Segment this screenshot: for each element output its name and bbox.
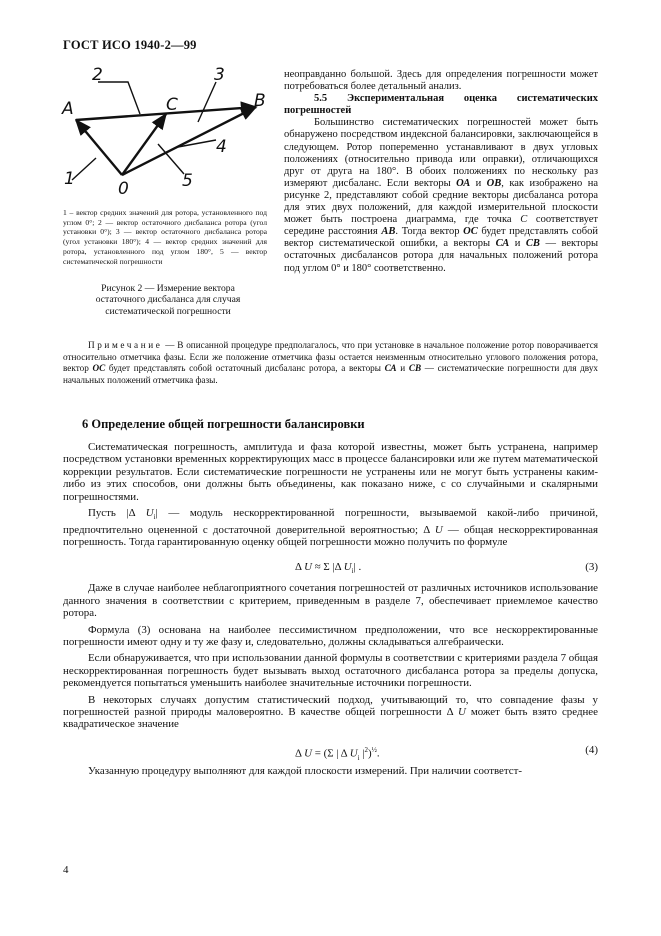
page-number: 4: [63, 864, 69, 876]
callout-5-label: 5: [182, 171, 193, 191]
vector-ob-ref: ОВ: [486, 177, 502, 189]
right-column: [284, 69, 598, 275]
right-column-paragraph-1: неоправданно большой. Здесь для определения погрешности может потребоваться более детальный анализ.: [284, 69, 598, 93]
point-o-label: 0: [118, 179, 129, 199]
section-title: 6 Определение общей погрешности балансировки: [82, 417, 365, 431]
note-vector-oc: ОС: [92, 363, 106, 373]
vector-diagram: [58, 62, 278, 202]
callout-3-leader: [198, 82, 216, 122]
body-paragraph-1: Систематическая погрешность, амплитуда и фаза которой известны, может быть устранена, например посредством установки временных корректирующих масс в процессе балансировки или же путем математической коррекции результатов. Если систематические погрешности не устранены или не могут быть устранены каким-либо из этих способов, они должны быть объединены, как показано ниже, с со случайными и скалярными погрешностями.: [63, 441, 598, 503]
point-a-label: A: [62, 99, 74, 119]
note-vector-cb: СВ: [408, 363, 422, 373]
callout-2-label: 2: [92, 65, 103, 85]
formula-3: [63, 552, 598, 582]
formula-3-number: (3): [585, 561, 598, 574]
note-block: Примечание — В описанной процедуре предполагалось, что при установке в начальное положение ротор поворачивается относительно отметчика фазы. Если же положение отметчика фазы остается неизменным относительно углового положения ротора, вектор ОС будет представлять собой остаточный дисбаланс ротора, а векторы СА и СВ — систематические погрешности для двух начальных положений отметчика фазы.: [63, 340, 599, 385]
document-header: ГОСТ ИСО 1940-2—99: [63, 38, 197, 52]
formula-4: [63, 735, 598, 765]
formula-4-number: (4): [585, 743, 598, 756]
segment-ab-ref: AB: [381, 226, 396, 238]
callout-1-leader: [72, 158, 96, 180]
point-b-label: B: [254, 91, 266, 111]
body-paragraph-4: Формула (3) основана на наиболее пессимистичном предположении, что все нескорректированные погрешности имеют одну и ту же фазу и, следовательно, должны складываться алгебраически.: [63, 623, 598, 649]
point-c-ref: С: [520, 214, 528, 226]
callout-2-leader: [98, 82, 140, 114]
callout-4-label: 4: [216, 137, 227, 157]
point-c-label: C: [166, 95, 178, 115]
vector-oc-line: [122, 114, 166, 175]
figure-caption-line2: остаточного дисбаланса для случая: [95, 294, 241, 306]
figure-caption-line1: Рисунок 2 — Измерение вектора: [101, 283, 235, 294]
callout-3-label: 3: [214, 65, 225, 85]
body-paragraph-6: В некоторых случаях допустим статистический подход, учитывающий то, что совпадение фазы у погрешностей разной природы маловероятно. В качестве общей погрешности Δ U может быть взято среднее квадратическое значение: [63, 693, 598, 731]
note-label: Примечание: [88, 340, 163, 350]
body-paragraph-7: Указанную процедуру выполняют для каждой плоскости измерений. При наличии соответст-: [88, 764, 522, 777]
section-body: [63, 441, 598, 781]
vector-ob-line: [122, 107, 256, 175]
body-paragraph-2: Пусть |Δ $U_i|$ — модуль нескорректированной погрешности, вызываемой какой-либо причиной, предпочтительно оцененной с достаточной доверительной вероятностью; Δ U — общая нескорректированная погрешность. Тогда гарантированную оценку общей погрешности можно получить по формуле: [63, 507, 599, 549]
figure-legend: 1 – вектор средних значений для ротора, установленного под углом 0°; 2 — вектор остаточного дисбаланса ротора (угол установки 0°); 3 — вектор остаточного дисбаланса ротора (угол установки 180°); 4 — вектор средних значений для ротора, установленного под углом 180°, 5 — вектор систематической погрешности: [63, 208, 267, 266]
body-paragraph-3: Даже в случае наиболее неблагоприятного сочетания погрешностей от различных источников использование данного значения в соответствии с критерием, приведенным в разделе 7, обеспечивает приемлемое качество ротора.: [63, 582, 598, 620]
vector-oa-line: [76, 120, 122, 175]
subsection-title: 5.5 Экспериментальная оценка систематических погрешностей: [284, 93, 598, 117]
figure-caption-line3: систематической погрешности: [105, 305, 231, 317]
callout-5-leader: [158, 144, 184, 174]
vector-oa-ref: ОА: [456, 177, 471, 189]
note-vector-ca: СА: [384, 363, 397, 373]
vector-ca-ref: СА: [495, 238, 510, 250]
body-paragraph-5: Если обнаруживается, что при использовании данной формулы в соответствии с критериями раздела 7 общая нескорректированная погрешность будет вызывать выход остаточного дисбаланса ротора за пределы допуска, рекомендуется попытаться уменьшить наиболее значительные источники погрешности.: [63, 652, 598, 690]
figure-caption: [63, 283, 273, 317]
right-column-paragraph-2: Большинство систематических погрешностей может быть обнаружено посредством индексной балансировки, заключающейся в следующем. Ротор попеременно устанавливают в двух угловых положениях (относительно привода или оправки), отличающихся друг от друга на 180°. В обоих положениях по нескольку раз измеряют дисбаланс. Если векторы ОА и ОВ, как изображено на рисунке 2, представляют собой средние векторы дисбаланса ротора для этих двух положений, для каждой измерительной плоскости может быть построена диаграмма, где точка С соответствует середине расстояния AB. Тогда вектор ОС будет представлять собой вектор систематической ошибки, а векторы СА и СВ — векторы остаточных дисбалансов ротора для начальных положений ротора под углом 0° и 180° соответственно.: [284, 117, 599, 274]
formula-3-expression: Δ U ≈ Σ |Δ $U_i|$ .: [295, 561, 362, 576]
formula-4-expression: Δ U = (Σ | Δ $U_i$ $|^2)^{\frac{1}{2}}$.: [295, 745, 380, 762]
callout-1-label: 1: [64, 169, 75, 189]
vector-oc-ref: ОС: [463, 226, 478, 238]
vector-cb-ref: СВ: [525, 238, 540, 250]
